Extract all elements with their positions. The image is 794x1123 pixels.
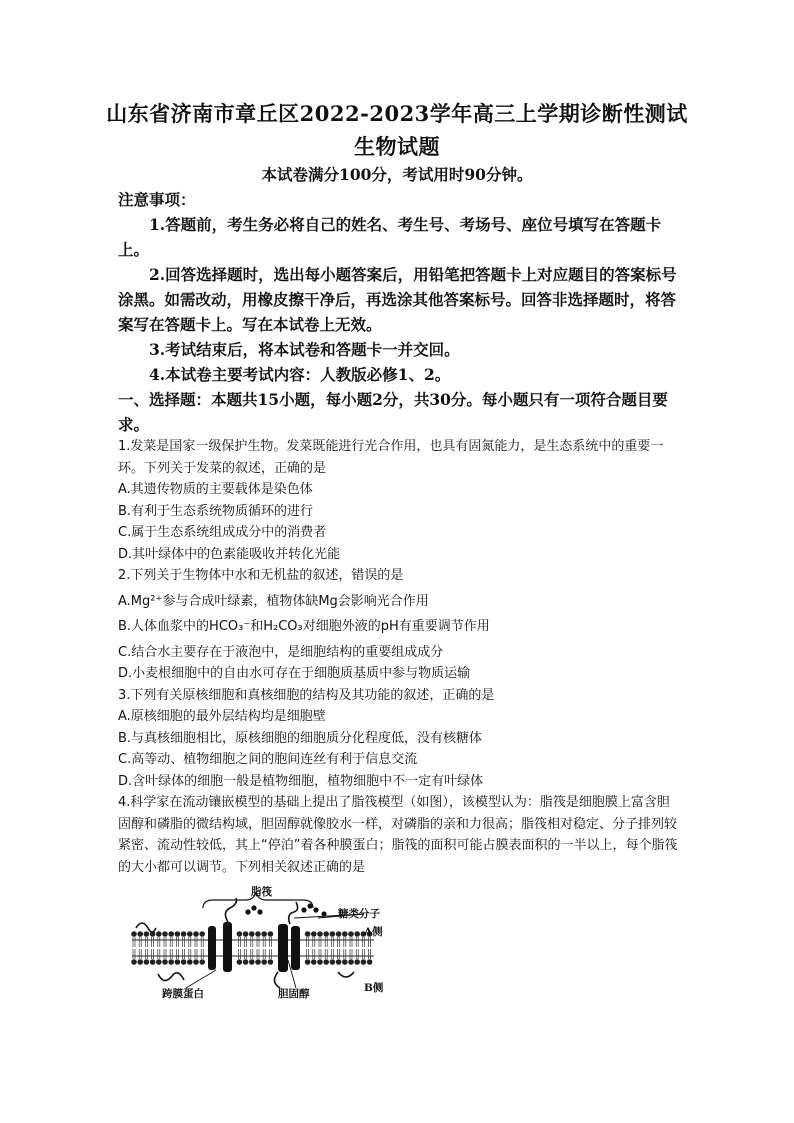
phospholipid-head xyxy=(336,959,342,965)
question-3-option-a: A.原核细胞的最外层结构均是细胞壁 xyxy=(118,709,326,724)
question-2-option-c: C.结合水主要存在于液泡中，是细胞结构的重要组成成分 xyxy=(118,644,444,660)
exam-info: 本试卷满分100分，考试用时90分钟。 xyxy=(261,165,533,184)
phospholipid-head xyxy=(162,931,168,937)
phospholipid-head xyxy=(193,931,199,937)
question-1-stem: 1.发菜是国家一级保护生物。发菜既能进行光合作用，也具有固氮能力，是生态系统中的重要一环。下列关于发菜的叙述，正确的是 xyxy=(118,439,664,476)
phospholipid-head xyxy=(181,931,187,937)
exam-title: 山东省济南市章丘区2022-2023学年高三上学期诊断性测试 xyxy=(106,101,688,126)
phospholipid-head xyxy=(348,959,354,965)
phospholipid-head xyxy=(187,959,193,965)
phospholipid-head xyxy=(348,931,354,937)
phospholipid-head xyxy=(131,959,137,965)
phospholipid-head xyxy=(243,931,249,937)
label-cholesterol: 胆固醇 xyxy=(278,988,310,1000)
notice-item-4: 4.本试卷主要考试内容：人教版必修1、2。 xyxy=(149,365,451,384)
phospholipid-head xyxy=(199,931,205,937)
phospholipid-head xyxy=(156,959,162,965)
phospholipid-head xyxy=(305,931,311,937)
question-1-option-a: A.其遗传物质的主要载体是染色体 xyxy=(118,482,313,497)
phospholipid-head xyxy=(137,959,143,965)
label-side-a: A侧 xyxy=(364,926,383,938)
phospholipid-head xyxy=(137,931,143,937)
phospholipid-head xyxy=(317,959,323,965)
phospholipid-head xyxy=(342,931,348,937)
phospholipid-head xyxy=(249,931,255,937)
phospholipid-head xyxy=(311,959,317,965)
phospholipid-head xyxy=(187,931,193,937)
phospholipid-head xyxy=(175,959,181,965)
question-1-option-b: B.有利于生态系统物质循环的进行 xyxy=(118,503,314,519)
phospholipid-head xyxy=(330,931,336,937)
section-heading xyxy=(118,387,678,437)
question-1-option-c: C.属于生态系统组成成分中的消费者 xyxy=(118,525,327,540)
phospholipid-head xyxy=(268,931,274,937)
question-2-option-d: D.小麦根细胞中的自由水可存在于细胞质基质中参与物质运输 xyxy=(118,666,471,681)
phospholipid-head xyxy=(237,931,243,937)
label-raft: 脂筏 xyxy=(251,886,272,898)
notice-heading: 注意事项： xyxy=(118,190,196,209)
phospholipid-head xyxy=(323,931,329,937)
question-3-option-d: D.含叶绿体的细胞一般是植物细胞，植物细胞中不一定有叶绿体 xyxy=(118,773,484,789)
question-2-option-b: B.人体血浆中的HCO₃⁻和H₂CO₃对细胞外液的pH有重要调节作用 xyxy=(118,619,490,634)
notice-item-3: 3.考试结束后，将本试卷和答题卡一并交回。 xyxy=(149,340,460,359)
phospholipid-head xyxy=(144,959,150,965)
phospholipid-head xyxy=(330,959,336,965)
label-side-b: B侧 xyxy=(364,982,384,994)
phospholipid-head xyxy=(367,959,373,965)
phospholipid-head xyxy=(342,959,348,965)
phospholipid-head xyxy=(354,931,360,937)
lipid-raft-figure xyxy=(128,888,398,1000)
phospholipid-head xyxy=(131,931,137,937)
lipid-raft-diagram xyxy=(128,888,398,1000)
phospholipid-head xyxy=(261,959,267,965)
phospholipid-head xyxy=(255,931,261,937)
phospholipid-head xyxy=(249,959,255,965)
notice-block xyxy=(118,187,678,387)
question-3-stem: 3.下列有关原核细胞和真核细胞的结构及其功能的叙述，正确的是 xyxy=(118,687,495,703)
question-1-option-d: D.其叶绿体中的色素能吸收并转化光能 xyxy=(118,546,341,562)
notice-item-1: 1.答题前，考生务必将自己的姓名、考生号、考场号、座位号填写在答题卡上。 xyxy=(118,215,662,259)
phospholipid-head xyxy=(181,959,187,965)
question-4-stem: 4.科学家在流动镶嵌模型的基础上提出了脂筏模型（如图），该模型认为：脂筏是细胞膜上富含胆固醇和磷脂的微结构域，胆固醇就像胶水一样，对磷脂的亲和力很高；脂筏相对稳定、分子排列较紧密、流动性较低，其上“停泊”着各种膜蛋白；脂筏的面积可能占膜表面积的一半以上，每个脂筏的大小都可以调节。下列相关叙述正确的是 xyxy=(118,795,678,875)
phospholipid-head xyxy=(255,959,261,965)
phospholipid-head xyxy=(323,959,329,965)
phospholipid-head xyxy=(268,959,274,965)
label-transmembrane-protein: 跨膜蛋白 xyxy=(162,988,204,1000)
phospholipid-head xyxy=(175,931,181,937)
label-sugar-molecule: 糖类分子 xyxy=(338,908,380,920)
phospholipid-head xyxy=(317,931,323,937)
phospholipid-head xyxy=(311,931,317,937)
phospholipid-head xyxy=(168,931,174,937)
phospholipid-head xyxy=(150,959,156,965)
notice-item-2: 2.回答选择题时，选出每小题答案后，用铅笔把答题卡上对应题目的答案标号涂黑。如需改动，用橡皮擦干净后，再选涂其他答案标号。回答非选择题时，将答案写在答题卡上。写在本试卷上无效。 xyxy=(118,265,677,334)
question-3-option-b: B.与真核细胞相比，原核细胞的细胞质分化程度低，没有核糖体 xyxy=(118,730,483,746)
phospholipid-head xyxy=(193,959,199,965)
phospholipid-head xyxy=(336,931,342,937)
question-3-option-c: C.高等动、植物细胞之间的胞间连丝有利于信息交流 xyxy=(118,752,418,767)
phospholipid-head xyxy=(354,959,360,965)
phospholipid-head xyxy=(168,959,174,965)
phospholipid-head xyxy=(243,959,249,965)
phospholipid-head xyxy=(144,931,150,937)
question-2-option-a: A.Mg²⁺参与合成叶绿素，植物体缺Mg会影响光合作用 xyxy=(118,593,429,609)
phospholipid-head xyxy=(361,959,367,965)
phospholipid-head xyxy=(237,959,243,965)
phospholipid-head xyxy=(162,959,168,965)
section-title: 一、选择题：本题共15小题，每小题2分，共30分。每小题只有一项符合题目要求。 xyxy=(118,390,668,434)
phospholipid-head xyxy=(261,931,267,937)
question-2-stem: 2.下列关于生物体中水和无机盐的叙述，错误的是 xyxy=(118,568,404,583)
phospholipid-head xyxy=(156,931,162,937)
phospholipid-head xyxy=(305,959,311,965)
exam-subject: 生物试题 xyxy=(354,134,440,159)
question-list xyxy=(118,436,678,878)
phospholipid-head xyxy=(199,959,205,965)
